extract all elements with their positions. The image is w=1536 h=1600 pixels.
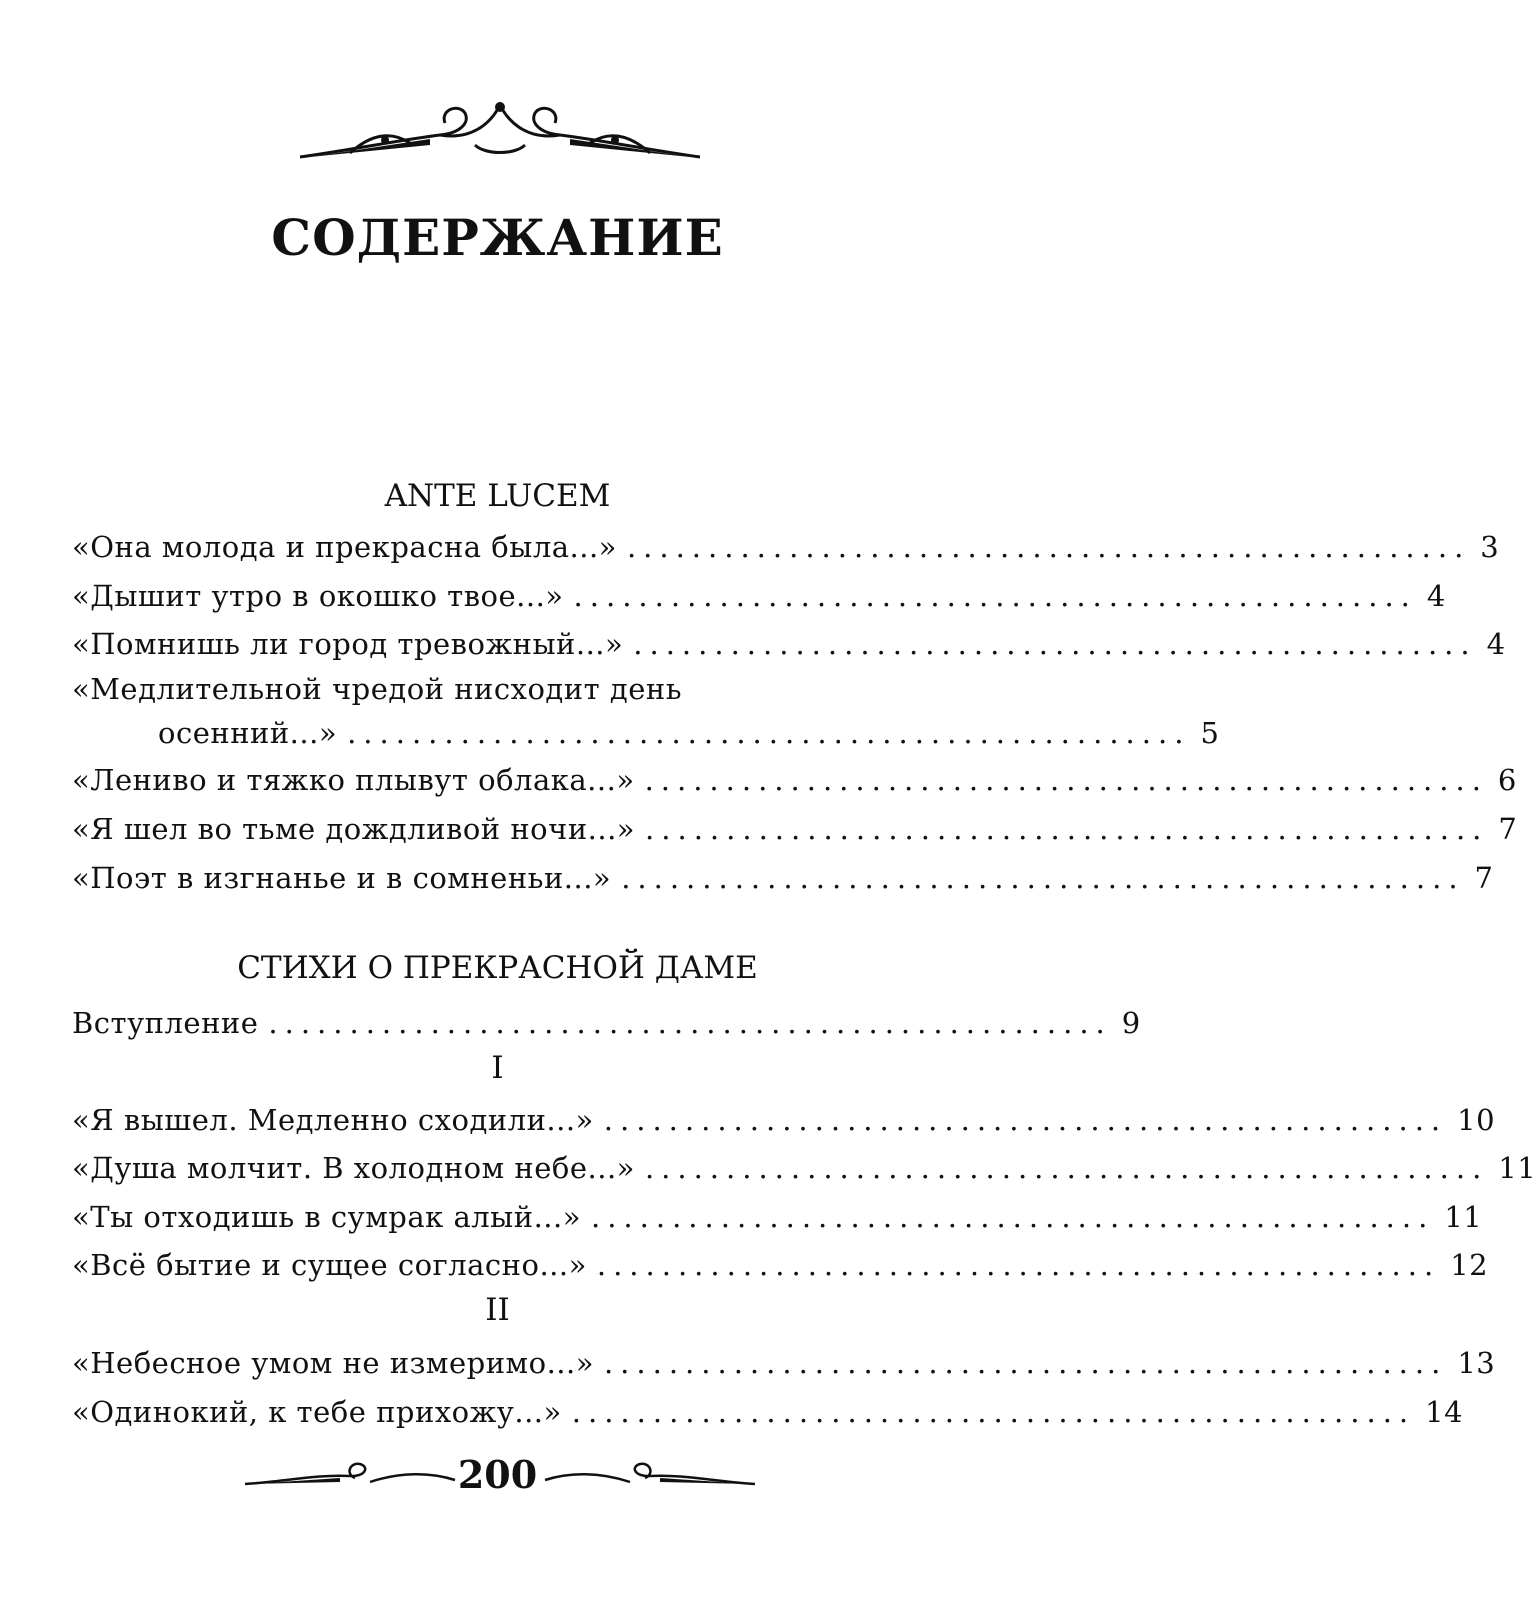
entry-title: осенний...» — [158, 716, 338, 750]
list-item — [72, 1194, 1483, 1234]
page-number: 200 — [457, 1452, 538, 1497]
leader-dots: .................................................... — [644, 1151, 1489, 1185]
entry-title: «Я вышел. Медленно сходили...» — [72, 1103, 594, 1137]
list-item-line1: «Медлительной чредой нисходит день — [72, 672, 683, 706]
list-item — [72, 1145, 1536, 1185]
section-heading: СТИХИ О ПРЕКРАСНОЙ ДАМЕ — [237, 950, 758, 986]
entry-title: «Лениво и тяжко плывут облака...» — [72, 763, 635, 797]
entry-title: «Ты отходишь в сумрак алый...» — [72, 1200, 581, 1234]
entry-page: 7 — [1474, 861, 1494, 895]
list-item — [72, 621, 1506, 661]
list-item — [72, 524, 1500, 564]
entry-page: 4 — [1486, 627, 1506, 661]
entry-page: 13 — [1457, 1346, 1496, 1380]
list-item — [72, 1340, 1496, 1380]
leader-dots: .................................................... — [645, 812, 1489, 846]
page-title: СОДЕРЖАНИЕ — [271, 208, 724, 267]
leader-dots: .................................................... — [347, 716, 1191, 750]
subsection-heading: II — [485, 1292, 510, 1328]
leader-dots: .................................................... — [603, 1346, 1448, 1380]
leader-dots: .................................................... — [268, 1006, 1112, 1040]
section-heading: ANTE LUCEM — [384, 478, 611, 514]
list-item — [72, 1242, 1489, 1282]
entry-title: «Небесное умом не измеримо...» — [72, 1346, 594, 1380]
leader-dots: .................................................... — [644, 763, 1488, 797]
list-item — [72, 806, 1518, 846]
leader-dots: .................................................... — [603, 1103, 1448, 1137]
entry-title: «Одинокий, к тебе прихожу...» — [72, 1395, 562, 1429]
entry-page: 7 — [1498, 812, 1518, 846]
leader-dots: .................................................... — [626, 530, 1471, 564]
list-item — [72, 855, 1494, 895]
entry-title: «Душа молчит. В холодном небе...» — [72, 1151, 635, 1185]
entry-page: 4 — [1426, 579, 1446, 613]
entry-page: 11 — [1498, 1151, 1536, 1185]
entry-title: «Всё бытие и сущее согласно...» — [72, 1248, 587, 1282]
leader-dots: .................................................... — [633, 627, 1477, 661]
entry-title: «Я шел во тьме дождливой ночи...» — [72, 812, 636, 846]
subsection-heading: I — [491, 1050, 504, 1086]
entry-page: 3 — [1480, 530, 1500, 564]
entry-title: Вступление — [72, 1006, 259, 1040]
list-item — [72, 1097, 1496, 1137]
entry-page: 9 — [1121, 1006, 1141, 1040]
entry-title: «Она молода и прекрасна была...» — [72, 530, 617, 564]
leader-dots: .................................................... — [571, 1395, 1416, 1429]
list-item — [72, 1000, 1141, 1040]
leader-dots: .................................................... — [590, 1200, 1435, 1234]
leader-dots: .................................................... — [573, 579, 1417, 613]
list-item — [72, 1389, 1464, 1429]
entry-page: 11 — [1444, 1200, 1483, 1234]
entry-title: «Помнишь ли город тревожный...» — [72, 627, 624, 661]
entry-page: 6 — [1497, 763, 1517, 797]
entry-title: «Дышит утро в окошко твое...» — [72, 579, 564, 613]
entry-page: 14 — [1425, 1395, 1464, 1429]
list-item — [72, 757, 1517, 797]
list-item — [158, 710, 1220, 750]
entry-page: 5 — [1200, 716, 1220, 750]
leader-dots: .................................................... — [621, 861, 1465, 895]
entry-page: 10 — [1457, 1103, 1496, 1137]
entry-page: 12 — [1450, 1248, 1489, 1282]
list-item — [72, 573, 1446, 613]
leader-dots: .................................................... — [596, 1248, 1441, 1282]
flourish-ornament-icon — [290, 95, 710, 175]
entry-title: «Поэт в изгнанье и в сомненьи...» — [72, 861, 612, 895]
